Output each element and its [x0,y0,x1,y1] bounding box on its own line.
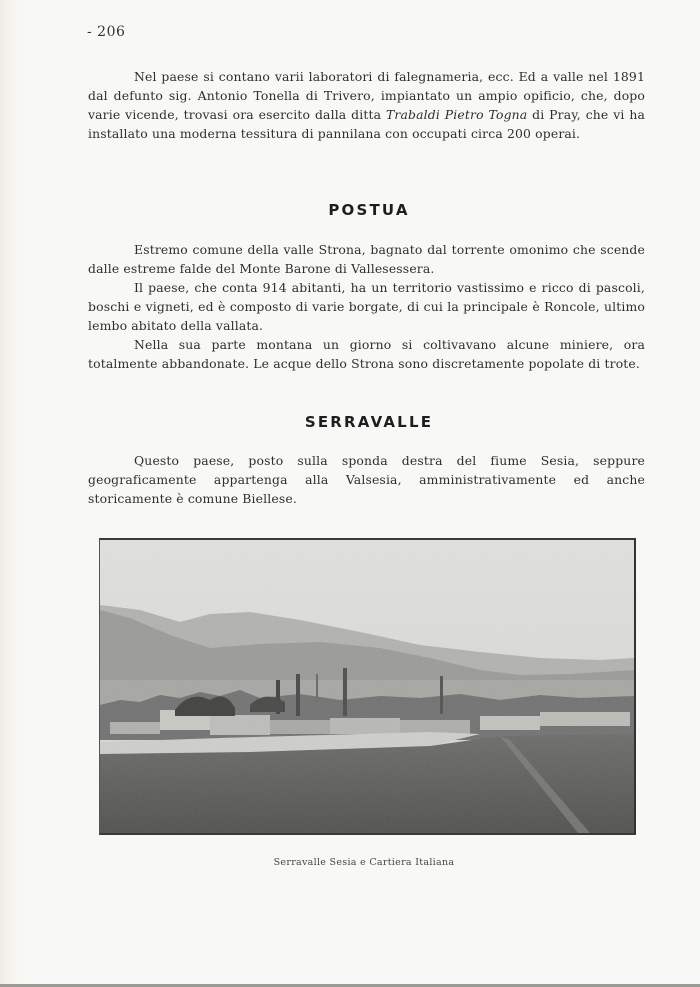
paragraph: Nel paese si contano varii laboratori di falegnameria, ecc. Ed a valle nel 1891 dal defunto sig. Antonio Tonella di Trivero, impiantato un ampio opificio, che, dopo varie vicende, trovasi ora esercito dalla ditta Trabaldi Pietro Togna di Pray, che vi ha installato una moderna tessitura di pannilana con occupati circa 200 operai. [88,69,645,141]
section-text-postua [88,240,645,373]
figure-caption: Serravalle Sesia e Cartiera Italiana [273,857,455,868]
intro-text [88,67,645,143]
paragraph: Il paese, che conta 914 abitanti, ha un territorio vastissimo e ricco di pascoli, boschi e vigneti, ed è composto di varie borgate, di cui la principale è Roncole, ultimo lembo abitato della vallata. [88,280,645,333]
section-text-serravalle [88,451,645,508]
company-name: Trabaldi Pietro Togna [386,107,528,122]
paragraph: Questo paese, posto sulla sponda destra del fiume Sesia, seppure geograficamente appartenga alla Valsesia, amministrativamente ed anche storicamente è comune Biellese. [88,453,645,506]
section-heading-serravalle: SERRAVALLE [304,413,434,431]
section-heading-postua: POSTUA [328,201,410,219]
paragraph: Estremo comune della valle Strona, bagnato dal torrente omonimo che scende dalle estreme falde del Monte Barone di Vallesessera. [88,242,645,276]
landscape-photo-image [100,540,634,833]
photograph [99,538,636,835]
paragraph: Nella sua parte montana un giorno si coltivavano alcune miniere, ora totalmente abbandonate. Le acque dello Strona sono discretamente popolate di trote. [88,337,645,371]
page-number: - 206 [87,24,126,40]
